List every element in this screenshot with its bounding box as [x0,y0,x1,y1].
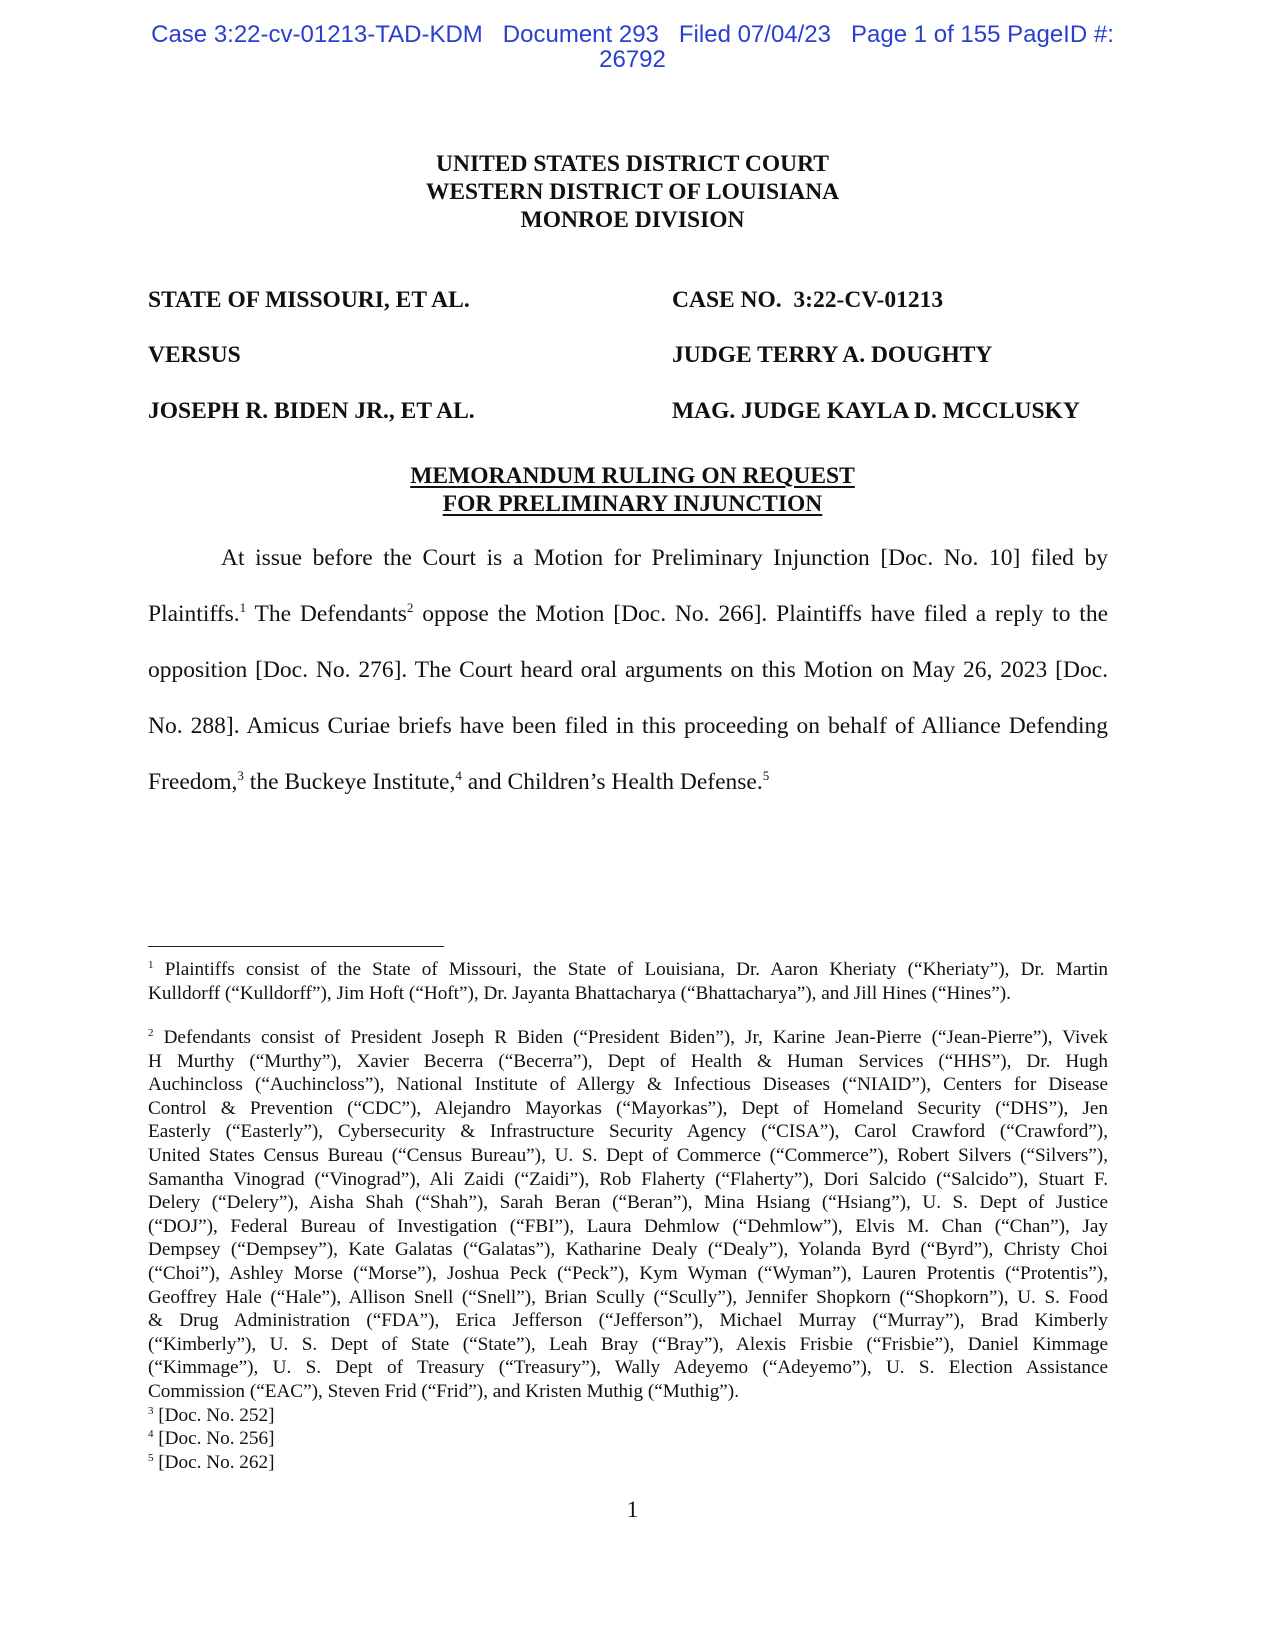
footnote-2-line: Dempsey (“Dempsey”), Kate Galatas (“Galatas”), Katharine Dealy (“Dealy”), Yolanda Byrd (“Byrd”), Christy Choi [148,1239,1108,1261]
footnote-text: [Doc. No. 262] [153,1451,275,1473]
footnote-separator [148,946,444,947]
footnote-5-mark: 5 [148,1451,154,1464]
court-division: MONROE DIVISION [520,207,745,233]
footnote-text: Plaintiffs consist of the State of Missouri, the State of Louisiana, Dr. Aaron Kheriaty (“Kheriaty”), Dr. Martin [153,959,1108,980]
body-text: The Defendants [246,601,407,627]
footnote-2-line: Commission (“EAC”), Steven Frid (“Frid”), and Kristen Muthig (“Muthig”). [148,1380,739,1402]
body-line-4: No. 288]. Amicus Curiae briefs have been filed in this proceeding on behalf of Alliance Defending [148,713,1108,739]
footnote-2-line: Auchincloss (“Auchincloss”), National Institute of Allergy & Infectious Diseases (“NIAID”), Centers for Disease [148,1074,1108,1096]
footnote-4 [148,1427,1108,1451]
body-line-1 [221,544,1108,572]
caption-judge: JUDGE TERRY A. DOUGHTY [672,342,993,368]
body-line-3: opposition [Doc. No. 276]. The Court heard oral arguments on this Motion on May 26, 2023 [Doc. [148,657,1108,683]
document-title-line2: FOR PRELIMINARY INJUNCTION [442,491,823,517]
footnote-2-line: Easterly (“Easterly”), Cybersecurity & Infrastructure Security Agency (“CISA”), Carol Crawford (“Crawford”), [148,1121,1108,1143]
page-number: 1 [626,1497,639,1522]
body-line-1-text: At issue before the Court is a Motion for Preliminary Injunction [Doc. No. 10] filed by [221,545,1108,571]
footnote-ref-3[interactable]: 3 [237,768,244,783]
footnote-2-line: (“Choi”), Ashley Morse (“Morse”), Joshua Peck (“Peck”), Kym Wyman (“Wyman”), Lauren Protentis (“Protentis”), [148,1262,1108,1284]
footnote-1-line-2: Kulldorff (“Kulldorff”), Jim Hoft (“Hoft”), Dr. Jayanta Bhattacharya (“Bhattacharya”), and Jill Hines (“Hines”). [148,982,1011,1004]
body-text: Plaintiffs. [148,601,240,627]
footnote-2-line: H Murthy (“Murthy”), Xavier Becerra (“Becerra”), Dept of Health & Human Services (“HHS”), Dr. Hugh [148,1050,1108,1072]
footnote-5 [148,1451,1108,1475]
footnote-ref-5[interactable]: 5 [762,768,770,783]
caption-magistrate-judge: MAG. JUDGE KAYLA D. MCCLUSKY [672,398,1080,424]
court-heading [0,150,1265,234]
footnote-2-line: Geoffrey Hale (“Hale”), Allison Snell (“Snell”), Brian Scully (“Scully”), Jennifer Shopkorn (“Shopkorn”), U. S. Food [148,1286,1108,1308]
filing-stamp-line1: Case 3:22-cv-01213-TAD-KDM Document 293 Filed 07/04/23 Page 1 of 155 PageID #: [151,21,1114,48]
footnote-2-mark: 2 [148,1027,154,1039]
footnote-4-mark: 4 [148,1428,154,1441]
footnote-ref-4[interactable]: 4 [455,768,462,783]
footnote-3-mark: 3 [148,1404,154,1417]
footnote-2-line: United States Census Bureau (“Census Bureau”), U. S. Dept of Commerce (“Commerce”), Robert Silvers (“Silvers”), [148,1144,1108,1166]
footnote-1-line-1 [148,958,1108,982]
body-line-2 [148,600,1108,628]
footnote-ref-1[interactable]: 1 [239,600,247,615]
body-text: Freedom, [148,769,238,795]
document-title [0,462,1265,518]
body-line-5 [148,768,1108,796]
footnote-text: Defendants consist of President Joseph R Biden (“President Biden”), Jr, Karine Jean-Pierre (“Jean-Pierre”), Vivek [153,1027,1108,1048]
footnote-3 [148,1404,1108,1428]
filing-stamp [0,22,1265,72]
document-title-line1: MEMORANDUM RULING ON REQUEST [410,463,855,489]
footnote-2-line: (“Kimmage”), U. S. Dept of Treasury (“Treasury”), Wally Adeyemo (“Adeyemo”), U. S. Election Assistance [148,1357,1108,1379]
court-district: WESTERN DISTRICT OF LOUISIANA [425,179,840,205]
caption-versus: VERSUS [148,342,241,368]
body-text: oppose the Motion [Doc. No. 266]. Plaintiffs have filed a reply to the [413,601,1108,627]
footnote-text: [Doc. No. 256] [153,1428,275,1450]
footnote-2 [148,1026,1108,1474]
footnote-2-line: & Drug Administration (“FDA”), Erica Jefferson (“Jefferson”), Michael Murray (“Murray”), Brad Kimberly [148,1310,1108,1332]
court-name: UNITED STATES DISTRICT COURT [436,151,829,177]
filing-stamp-line2: 26792 [599,46,666,73]
footnote-2-line: (“DOJ”), Federal Bureau of Investigation (“FBI”), Laura Dehmlow (“Dehmlow”), Elvis M. Chan (“Chan”), Jay [148,1215,1108,1237]
caption-plaintiff: STATE OF MISSOURI, ET AL. [148,287,470,313]
footnote-2-line: Delery (“Delery”), Aisha Shah (“Shah”), Sarah Beran (“Beran”), Mina Hsiang (“Hsiang”), U. S. Dept of Justice [148,1192,1108,1214]
footnote-2-line [148,1026,1108,1050]
footnote-1-mark: 1 [148,959,154,971]
footnote-2-line: (“Kimberly”), U. S. Dept of State (“State”), Leah Bray (“Bray”), Alexis Frisbie (“Frisbie”), Daniel Kimmage [148,1333,1108,1355]
footnote-2-line: Control & Prevention (“CDC”), Alejandro Mayorkas (“Mayorkas”), Dept of Homeland Security (“DHS”), Jen [148,1097,1108,1119]
footnote-text: [Doc. No. 252] [153,1404,275,1426]
body-text: and Children’s Health Defense. [461,769,763,795]
footnote-2-line: Samantha Vinograd (“Vinograd”), Ali Zaidi (“Zaidi”), Rob Flaherty (“Flaherty”), Dori Salcido (“Salcido”), Stuart F. [148,1168,1108,1190]
footnote-ref-2[interactable]: 2 [406,600,414,615]
caption-case-number: CASE NO. 3:22-CV-01213 [672,287,944,313]
caption-defendant: JOSEPH R. BIDEN JR., ET AL. [148,398,475,424]
body-text: the Buckeye Institute, [243,769,456,795]
